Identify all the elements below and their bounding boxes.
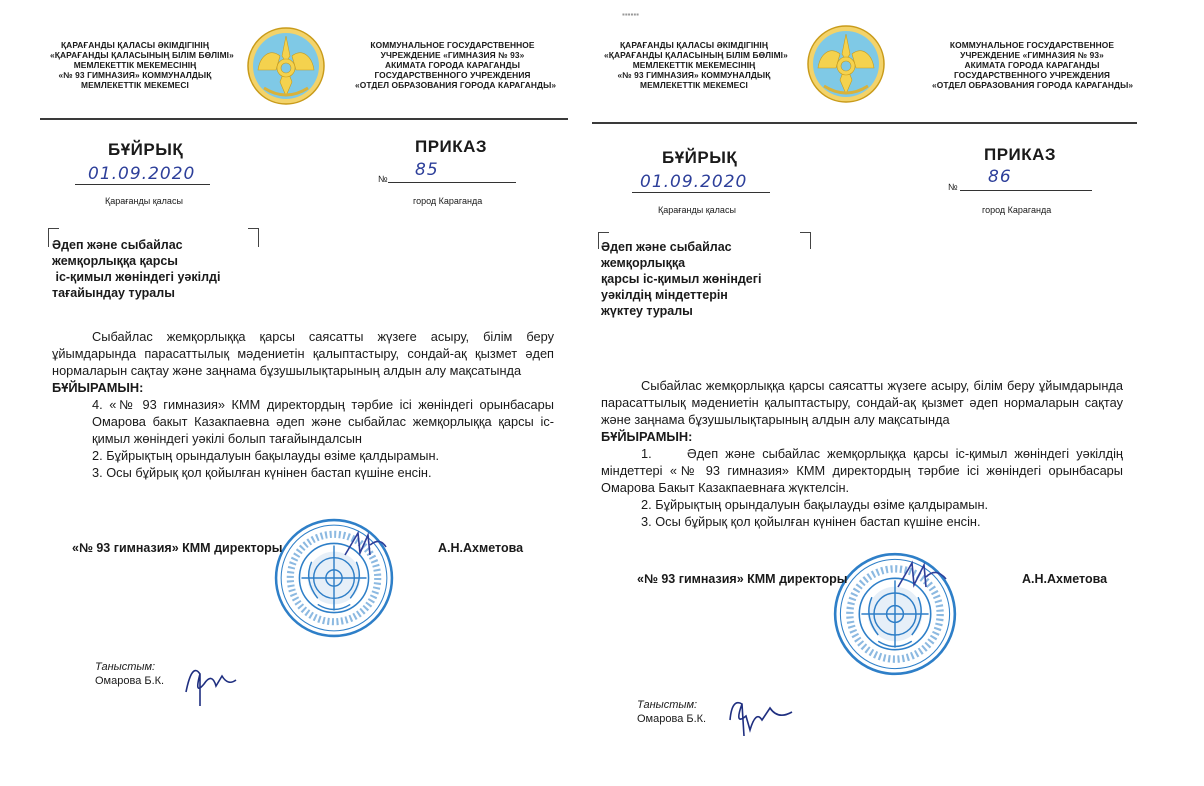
acknowledged-label: Таныстым: xyxy=(637,699,698,711)
acknowledged-name: Омарова Б.К. xyxy=(95,675,165,687)
order-subject xyxy=(52,237,220,301)
director-title: «№ 93 гимназия» КММ директоры xyxy=(637,572,848,586)
title-russian: ПРИКАЗ xyxy=(984,145,1057,164)
header-right-line: КОММУНАЛЬНОЕ ГОСУДАРСТВЕННОЕ xyxy=(370,40,535,50)
header-right-line: АКИМАТА ГОРОДА КАРАГАНДЫ xyxy=(384,60,521,70)
order-item: 4. «№ 93 гимназия» КММ директордың тәрбие ісі жөніндегі орынбасары Омарова бакыт Казакпаевна әдеп және сыбайлас жемқорлыққа қарсы іс-қимыл жөніндегі уәкілі болып тағайындалсын xyxy=(92,397,554,446)
header-right-line: УЧРЕЖДЕНИЕ «ГИМНАЗИЯ № 93» xyxy=(380,50,525,60)
city-russian: город Караганда xyxy=(982,205,1052,215)
header-left-line: МЕМЛЕКЕТТІК МЕКЕМЕСІНІҢ xyxy=(73,60,197,70)
header-left-kazakh xyxy=(50,40,234,90)
header-right-line: КОММУНАЛЬНОЕ ГОСУДАРСТВЕННОЕ xyxy=(949,40,1115,50)
order-date: 01.09.2020 xyxy=(640,172,748,192)
state-emblem-icon xyxy=(806,24,886,104)
title-kazakh: БҰЙРЫҚ xyxy=(108,140,184,159)
header-right-line: «ОТДЕЛ ОБРАЗОВАНИЯ ГОРОДА КАРАГАНДЫ» xyxy=(355,80,557,90)
director-name: А.Н.Ахметова xyxy=(1022,572,1108,586)
header-rule xyxy=(40,118,568,120)
header-left-line: «№ 93 ГИМНАЗИЯ» КОММУНАЛДЫҚ xyxy=(617,70,771,80)
director-signature xyxy=(340,525,390,565)
order-body xyxy=(52,328,554,481)
acknowledged-label: Таныстым: xyxy=(95,661,156,673)
order-date: 01.09.2020 xyxy=(88,164,196,184)
scan-mark: ▪▪▪▪▪▪ xyxy=(622,10,640,19)
title-kazakh: БҰЙРЫҚ xyxy=(662,148,738,167)
date-underline xyxy=(75,184,210,185)
header-left-line: «ҚАРАҒАНДЫ ҚАЛАСЫНЫҢ БІЛІМ БӨЛІМІ» xyxy=(50,50,234,60)
director-signature xyxy=(892,555,952,595)
order-number: 85 xyxy=(415,160,439,180)
header-left-line: ҚАРАҒАНДЫ ҚАЛАСЫ ӘКІМДІГІНІҢ xyxy=(619,40,769,50)
header-right-line: ГОСУДАРСТВЕННОГО УЧРЕЖДЕНИЯ xyxy=(374,70,531,80)
order-subject xyxy=(601,239,761,319)
subject-line: Әдеп және сыбайлас xyxy=(601,240,732,254)
header-left-line: «№ 93 ГИМНАЗИЯ» КОММУНАЛДЫҚ xyxy=(58,70,212,80)
acknowledgement-signature xyxy=(722,690,802,740)
city-russian: город Караганда xyxy=(413,196,483,206)
order-document-85 xyxy=(0,0,585,786)
number-sign: № xyxy=(378,174,388,184)
acknowledgement xyxy=(637,698,706,726)
subject-line: Әдеп және сыбайлас xyxy=(52,238,183,252)
order-word: БҰЙЫРАМЫН: xyxy=(601,429,693,444)
acknowledgement-signature xyxy=(178,656,244,712)
header-left-line: «ҚАРАҒАНДЫ ҚАЛАСЫНЫҢ БІЛІМ БӨЛІМІ» xyxy=(604,50,788,60)
header-right-russian xyxy=(355,40,557,90)
city-kazakh: Қарағанды қаласы xyxy=(658,205,736,215)
director-name: А.Н.Ахметова xyxy=(438,541,524,555)
preamble: Сыбайлас жемқорлыққа қарсы саясатты жүзеге асыру, білім беру ұйымдарында парасаттылық мәдениетін қалыптастыру, сондай-ақ қызмет әдеп нормаларын сақтау және заңнама бұзушылықтарының алдын алу мақсатында xyxy=(52,329,554,378)
order-item: 2. Бұйрықтың орындалуын бақылауды өзіме қалдырамын. xyxy=(92,448,440,463)
subject-line: жемқорлыққа қарсы xyxy=(52,254,178,268)
subject-line: қарсы іс-қимыл жөніндегі xyxy=(601,272,762,286)
order-word: БҰЙЫРАМЫН: xyxy=(52,380,144,395)
preamble: Сыбайлас жемқорлыққа қарсы саясатты жүзеге асыру, білім беру ұйымдарында парасаттылық мәдениетін қалыптастыру, сондай-ақ қызмет әдеп нормаларын сақтау және заңнама бұзушылықтарының алдын алу мақсатында xyxy=(601,378,1123,427)
city-kazakh: Қарағанды қаласы xyxy=(105,196,183,206)
header-right-line: УЧРЕЖДЕНИЕ «ГИМНАЗИЯ № 93» xyxy=(960,50,1104,60)
header-left-line: ҚАРАҒАНДЫ ҚАЛАСЫ ӘКІМДІГІНІҢ xyxy=(60,40,210,50)
number-underline xyxy=(960,190,1092,191)
subject-line: тағайындау туралы xyxy=(52,286,175,300)
order-item: 2. Бұйрықтың орындалуын бақылауды өзіме қалдырамын. xyxy=(641,497,989,512)
header-left-line: МЕМЛЕКЕТТІК МЕКЕМЕСІ xyxy=(81,80,189,90)
order-item: 1. Әдеп және сыбайлас жемқорлыққа қарсы іс-қимыл жөніндегі уәкілдің міндеттері «№ 93 гимназия» КММ директордың тәрбие ісі жөніндегі орынбасары Омарова Бакыт Казакпаевнаға жүктелсін. xyxy=(601,446,1127,495)
subject-line: жүктеу туралы xyxy=(601,304,693,318)
header-left-line: МЕМЛЕКЕТТІК МЕКЕМЕСІНІҢ xyxy=(632,60,756,70)
order-body xyxy=(601,377,1127,530)
date-underline xyxy=(632,192,770,193)
subject-corner-right xyxy=(248,228,259,247)
subject-corner-right xyxy=(800,232,811,249)
header-right-line: ГОСУДАРСТВЕННОГО УЧРЕЖДЕНИЯ xyxy=(953,70,1111,80)
subject-line: іс-қимыл жөніндегі уәкілді xyxy=(52,270,221,284)
header-left-kazakh xyxy=(604,40,788,90)
header-right-line: АКИМАТА ГОРОДА КАРАГАНДЫ xyxy=(964,60,1100,70)
number-underline xyxy=(388,182,516,183)
director-title: «№ 93 гимназия» КММ директоры xyxy=(72,541,283,555)
subject-line: уәкілдің міндеттерін xyxy=(601,288,728,302)
order-document-86 xyxy=(592,0,1204,786)
acknowledged-name: Омарова Б.К. xyxy=(637,713,707,725)
state-emblem-icon xyxy=(246,26,326,106)
header-left-line: МЕМЛЕКЕТТІК МЕКЕМЕСІ xyxy=(640,80,748,90)
header-rule xyxy=(592,122,1137,124)
number-sign: № xyxy=(948,182,958,192)
header-right-line: «ОТДЕЛ ОБРАЗОВАНИЯ ГОРОДА КАРАГАНДЫ» xyxy=(932,80,1134,90)
order-item: 3. Осы бұйрық қол қойылған күнінен бастап күшіне енсін. xyxy=(641,514,981,529)
title-russian: ПРИКАЗ xyxy=(415,137,488,156)
subject-line: жемқорлыққа xyxy=(601,256,686,270)
header-right-russian xyxy=(932,40,1132,90)
order-item: 3. Осы бұйрық қол қойылған күнінен бастап күшіне енсін. xyxy=(92,465,432,480)
acknowledgement xyxy=(95,660,164,688)
order-number: 86 xyxy=(988,167,1012,187)
